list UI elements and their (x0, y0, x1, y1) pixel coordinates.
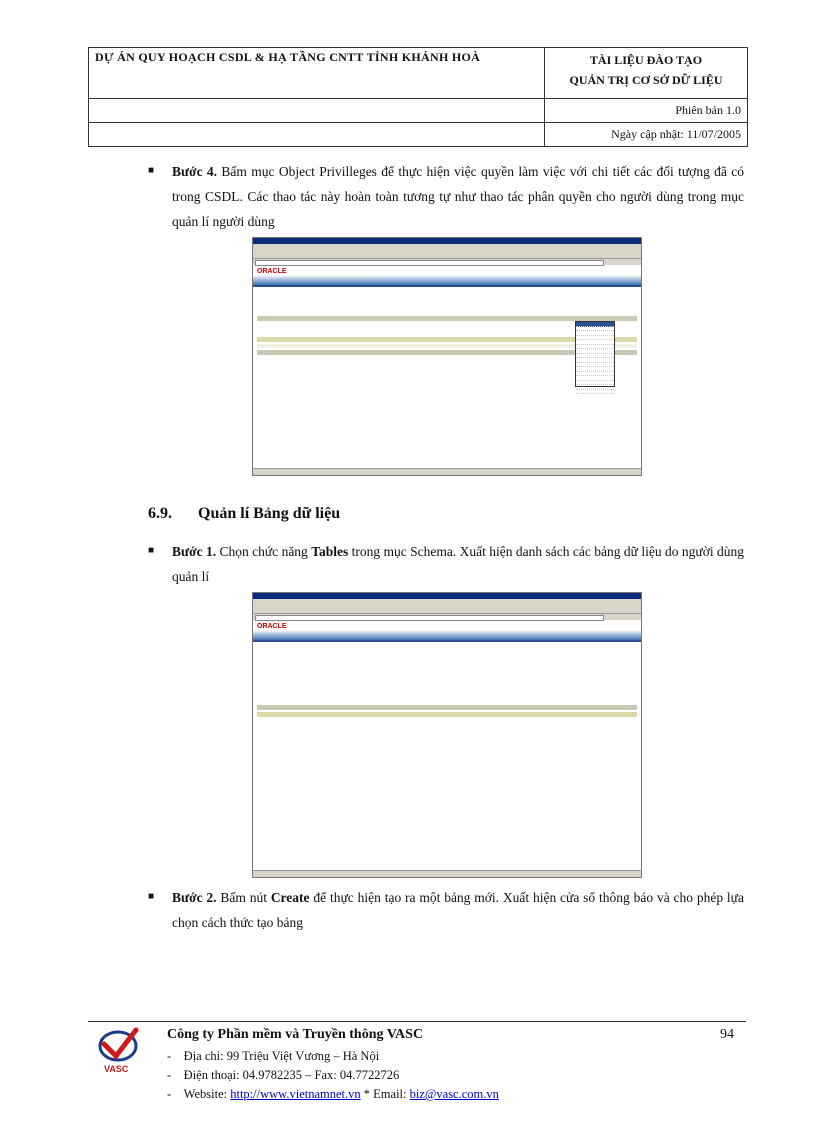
footer-web: - Website: http://www.vietnamnet.vn * Email: biz@vasc.com.vn (167, 1087, 499, 1101)
doc-title: TÀI LIỆU ĐÀO TẠO QUẢN TRỊ CƠ SỞ DỮ LIỆU (545, 48, 748, 99)
page-number: 94 (720, 1027, 734, 1042)
project-title: DỰ ÁN QUY HOẠCH CSDL & HẠ TẦNG CNTT TỈNH KHÁNH HOÀ (89, 48, 545, 99)
step2-paragraph: Bước 2. Bấm nút Create để thực hiện tạo ra một bảng mới. Xuất hiện cửa sổ thông báo và cho phép lựa chọn cách thức tạo bảng (172, 890, 744, 930)
oracle-logo: ORACLE (257, 623, 287, 630)
footer-divider (88, 1021, 746, 1022)
email-link[interactable]: biz@vasc.com.vn (409, 1087, 499, 1101)
document-header (88, 47, 748, 147)
section-heading: 6.9. Quản lí Bảng dữ liệu (148, 505, 341, 522)
svg-text:VASC: VASC (104, 1064, 129, 1074)
bullet: ■ (148, 545, 155, 556)
screenshot-create-role (252, 237, 642, 476)
bullet: ■ (148, 165, 155, 176)
step4-paragraph: Bước 4. Bấm mục Object Privilleges để thực hiện việc quyền làm việc với chi tiết các đối tượng đã có trong CSDL. Các thao tác này hoàn toàn tương tự như thao tác phân quyền cho người dùng trong mục quản lí người dùng (172, 164, 745, 229)
version: Phiên bản 1.0 (545, 99, 748, 123)
footer-phone: - Điện thoại: 04.9782235 – Fax: 04.7722726 (167, 1068, 400, 1082)
updated-date: Ngày cập nhật: 11/07/2005 (545, 123, 748, 147)
oracle-logo: ORACLE (257, 268, 287, 275)
vasc-logo (94, 1026, 154, 1076)
website-link[interactable]: http://www.vietnamnet.vn (230, 1087, 361, 1101)
step1-paragraph: Bước 1. Chọn chức năng Tables trong mục Schema. Xuất hiện danh sách các bảng dữ liệu do người dùng quản lí (172, 544, 744, 584)
screenshot-tables (252, 592, 642, 878)
footer-address: - Địa chỉ: 99 Triệu Việt Vương – Hà Nội (167, 1049, 380, 1063)
object-type-dropdown[interactable] (575, 321, 615, 387)
company-name: Công ty Phần mềm và Truyền thông VASC (167, 1027, 424, 1042)
bullet: ■ (148, 891, 155, 902)
